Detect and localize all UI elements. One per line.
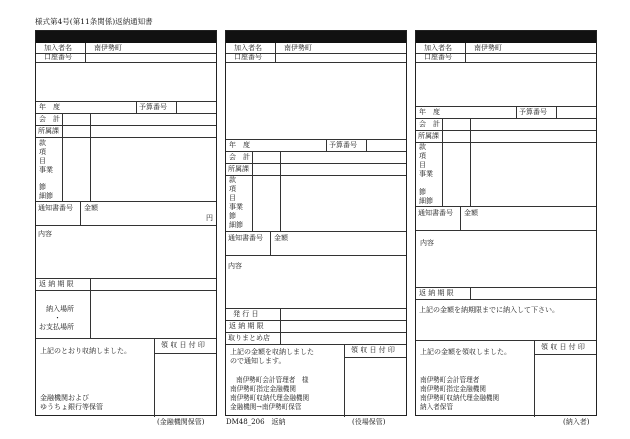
subscriber-name-value: 南伊勢町 [94,44,122,52]
amount-label: 金額 [464,209,478,217]
notice-number-label: 通知書番号 [228,234,263,242]
classification-moku: 目 [39,157,46,165]
classification-saisetsu: 細節 [39,192,53,200]
subscriber-name-label: 加入者名 [424,44,452,52]
receipt-stamp-label: 領 収 日 付 印 [541,343,585,351]
department-label: 所属課 [418,132,439,140]
address-line-3: 南伊勢町収納代理金融機関 [230,394,310,402]
classification-moku: 目 [229,194,236,202]
receipt-stamp-label: 領 収 日 付 印 [351,346,395,354]
address-line-3: 南伊勢町収納代理金融機関 [420,394,500,402]
sheet-header-bar [36,31,216,43]
department-label: 所属課 [38,127,59,135]
collecting-branch-label: 取りまとめ店 [228,334,270,342]
department-label: 所属課 [228,165,249,173]
classification-setsu: 節 [39,183,46,191]
yen-unit: 円 [206,214,213,222]
receipt-message-line-2: ので通知します。 [230,357,286,365]
budget-number-label: 予算番号 [519,108,547,116]
address-line-4: 納入者保管 [420,403,453,411]
receipt-message-line-1: 上記の金額を収納しました [230,348,314,356]
classification-moku: 目 [419,161,426,169]
accounting-label: 会 計 [419,120,440,128]
bank-line-1: 金融機関および [40,394,89,402]
receipt-message: 上記のとおり収納しました。 [40,347,131,355]
classification-kou: 項 [229,185,236,193]
sheet-office-copy [225,30,407,416]
sheet-header-bar [226,31,406,43]
footer-payer-copy: (納入者) [563,418,590,426]
payment-place-dot: ・ [54,314,61,322]
notice-number-label: 通知書番号 [38,204,73,212]
content-label: 内容 [420,239,434,247]
payout-place-label: お支払場所 [39,323,74,331]
classification-kou: 項 [419,152,426,160]
subscriber-name-value: 南伊勢町 [284,44,312,52]
classification-setsu: 節 [419,188,426,196]
fiscal-year-label: 年 度 [419,108,440,116]
account-number-label: 口座番号 [234,53,262,61]
page-title: 様式第4号(第11条関係)返納通知書 [35,17,153,26]
accounting-label: 会 計 [229,153,250,161]
content-label: 内容 [38,230,52,238]
classification-kan: 款 [39,139,46,147]
receipt-stamp-label: 領 収 日 付 印 [161,341,205,349]
sheet-header-bar [416,31,596,43]
sheet-payer-copy [415,30,597,416]
classification-kan: 款 [229,176,236,184]
classification-kan: 款 [419,143,426,151]
subscriber-name-label: 加入者名 [44,44,72,52]
footer-office-copy: (役場保管) [352,418,386,426]
classification-saisetsu: 細節 [229,221,243,229]
fiscal-year-label: 年 度 [229,141,250,149]
due-date-label: 返 納 期 限 [419,289,454,297]
subscriber-name-label: 加入者名 [234,44,262,52]
budget-number-label: 予算番号 [139,103,167,111]
account-number-label: 口座番号 [424,53,452,61]
classification-setsu: 節 [229,212,236,220]
accounting-label: 会 計 [39,115,60,123]
fiscal-year-label: 年 度 [39,103,60,111]
bank-line-2: ゆうちょ銀行等保管 [40,403,103,411]
payment-notice: 上記の金額を納期限までに納入して下さい。 [419,306,559,314]
notice-number-label: 通知書番号 [418,209,453,217]
amount-label: 金額 [274,234,288,242]
classification-saisetsu: 細節 [419,197,433,205]
sheet-bank-copy [35,30,217,416]
classification-jigyo: 事業 [229,203,243,211]
budget-number-label: 予算番号 [329,141,357,149]
receipt-message: 上記の金額を領収しました。 [420,348,511,356]
form-code: DM48_206 返納 [226,418,286,426]
address-line-4: 金融機関→南伊勢町保管 [230,403,302,411]
address-line-1: 南伊勢町会計管理者 様 [236,376,309,384]
payment-place-label: 納入場所 [46,305,74,313]
content-label: 内容 [228,262,242,270]
footer-bank-copy: (金融機関保管) [157,418,205,426]
amount-label: 金額 [84,204,98,212]
address-line-2: 南伊勢町指定金融機関 [420,385,486,393]
classification-jigyo: 事業 [39,166,53,174]
due-date-label: 返 納 期 限 [229,322,264,330]
account-number-label: 口座番号 [44,53,72,61]
classification-jigyo: 事業 [419,170,433,178]
classification-kou: 項 [39,148,46,156]
subscriber-name-value: 南伊勢町 [474,44,502,52]
due-date-label: 返 納 期 限 [39,280,74,288]
address-line-2: 南伊勢町指定金融機関 [230,385,296,393]
issue-date-label: 発 行 日 [233,310,259,318]
address-line-1: 南伊勢町会計管理者 [420,376,480,384]
